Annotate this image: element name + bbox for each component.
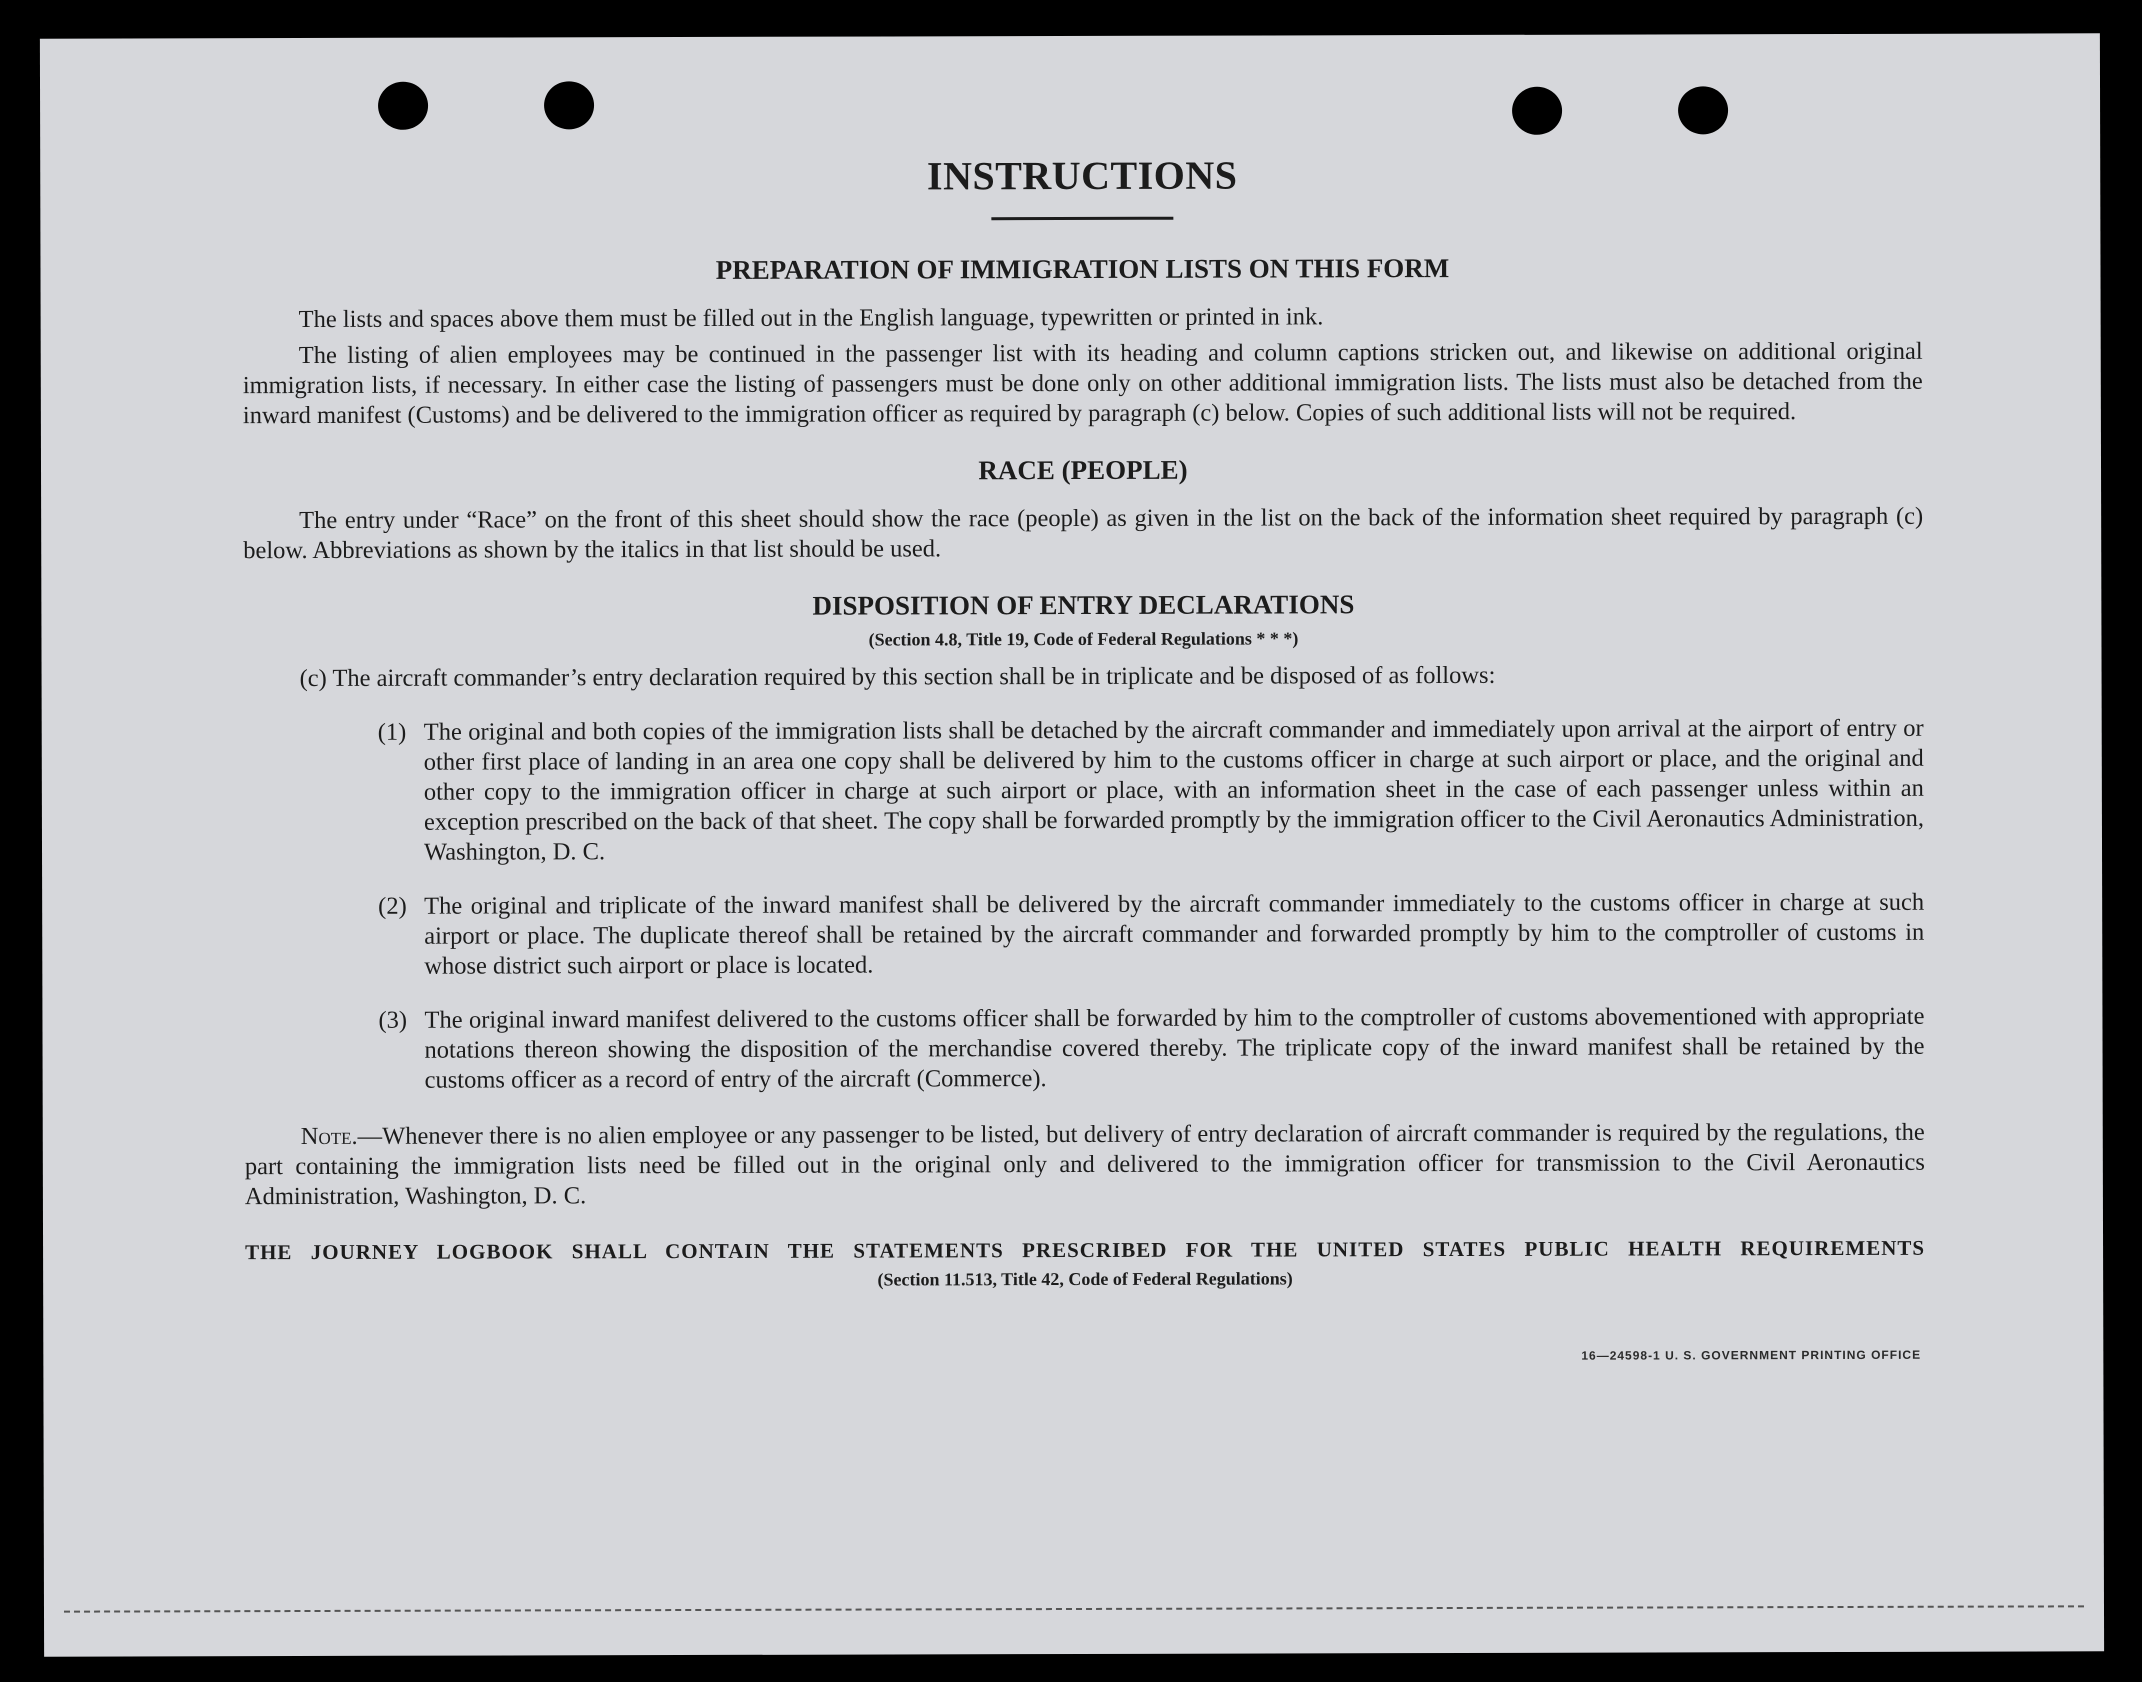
- note-text: —Whenever there is no alien employee or any passenger to be listed, but delivery of entry declaration of aircraft commander is required by the regulations, the part containing the immigration lists need be filled out in the original only and delivered to the immigration officer for transmission to the Civil Aeronautics Administration, Washington, D. C.: [244, 1118, 1925, 1211]
- instructions-body: [242, 114, 1925, 1292]
- document-page: [40, 33, 2104, 1656]
- item-number: (3): [378, 1006, 408, 1034]
- footer-citation: (Section 11.513, Title 42, Code of Federal Regulations): [877, 1268, 1293, 1290]
- note-label: Note.: [300, 1122, 358, 1151]
- section-heading-race: RACE (PEOPLE): [978, 454, 1188, 486]
- item-text: The original inward manifest delivered to the customs officer shall be forwarded by him to the comptroller of customs abovementioned with appropriate notations thereon showing the disposition of the merchandise covered thereby. The triplicate copy of the inward manifest shall be retained by the customs officer as a record of entry of the aircraft (Commerce).: [424, 1002, 1925, 1094]
- paragraph-alien-employees: The listing of alien employees may be continued in the passenger list with its heading and column captions stricken out, and likewise on additional original immigration lists, if necessary. In either case the listing of passengers must be done only on other additional immigration lists. The lists must also be detached from the inward manifest (Customs) and be delivered to the immigration officer as required by paragraph (c) below. Copies of such additional lists will not be required.: [242, 337, 1923, 430]
- page-title: INSTRUCTIONS: [926, 152, 1238, 199]
- section-heading-disposition: DISPOSITION OF ENTRY DECLARATIONS: [812, 589, 1355, 621]
- title-underline: [991, 217, 1173, 220]
- paragraph-c-intro: (c) The aircraft commander’s entry declaration required by this section shall be in triplicate and be disposed of as follows:: [299, 661, 1496, 693]
- item-text: The original and triplicate of the inward manifest shall be delivered by the aircraft commander immediately to the customs officer in charge at such airport or place. The duplicate thereof shall be retained by the aircraft commander and forwarded promptly by him to the comptroller of customs in whose district such airport or place is located.: [424, 888, 1925, 980]
- list-item: [244, 888, 1924, 982]
- section-heading-preparation: PREPARATION OF IMMIGRATION LISTS ON THIS FORM: [715, 253, 1450, 285]
- list-item: [244, 1002, 1924, 1096]
- list-item: [244, 714, 1924, 868]
- perforation-line: [64, 1605, 2084, 1612]
- item-text: The original and both copies of the immigration lists shall be detached by the aircraft commander and immediately upon arrival at the airport of entry or other first place of landing in an area one copy shall be delivered by him to the customs officer in charge at such airport or place, and the original and other copy to the immigration officer in charge at such airport or place, with an information sheet in the case of each passenger unless within an exception prescribed on the back of that sheet. The copy shall be forwarded promptly by the immigration officer to the Civil Aeronautics Administration, Washington, D. C.: [423, 714, 1924, 866]
- section-citation: (Section 4.8, Title 19, Code of Federal Regulations * * *): [868, 628, 1299, 650]
- paragraph-race-entry: The entry under “Race” on the front of this sheet should show the race (people) as given in the list on the back of the information sheet required by paragraph (c) below. Abbreviations as shown by the italics in that list should be used.: [243, 502, 1924, 565]
- footer-logbook-statement: THE JOURNEY LOGBOOK SHALL CONTAIN THE STATEMENTS PRESCRIBED FOR THE UNITED STATES PUBLIC HEALTH REQUIREMENTS: [245, 1235, 1926, 1265]
- paragraph-lists-language: The lists and spaces above them must be filled out in the English language, typewritten or printed in ink.: [298, 303, 1324, 334]
- item-number: (1): [377, 718, 407, 746]
- printing-office-code: 16—24598-1 U. S. GOVERNMENT PRINTING OFFICE: [1581, 1347, 1922, 1363]
- note-paragraph: [245, 1118, 1925, 1212]
- item-number: (2): [378, 892, 407, 920]
